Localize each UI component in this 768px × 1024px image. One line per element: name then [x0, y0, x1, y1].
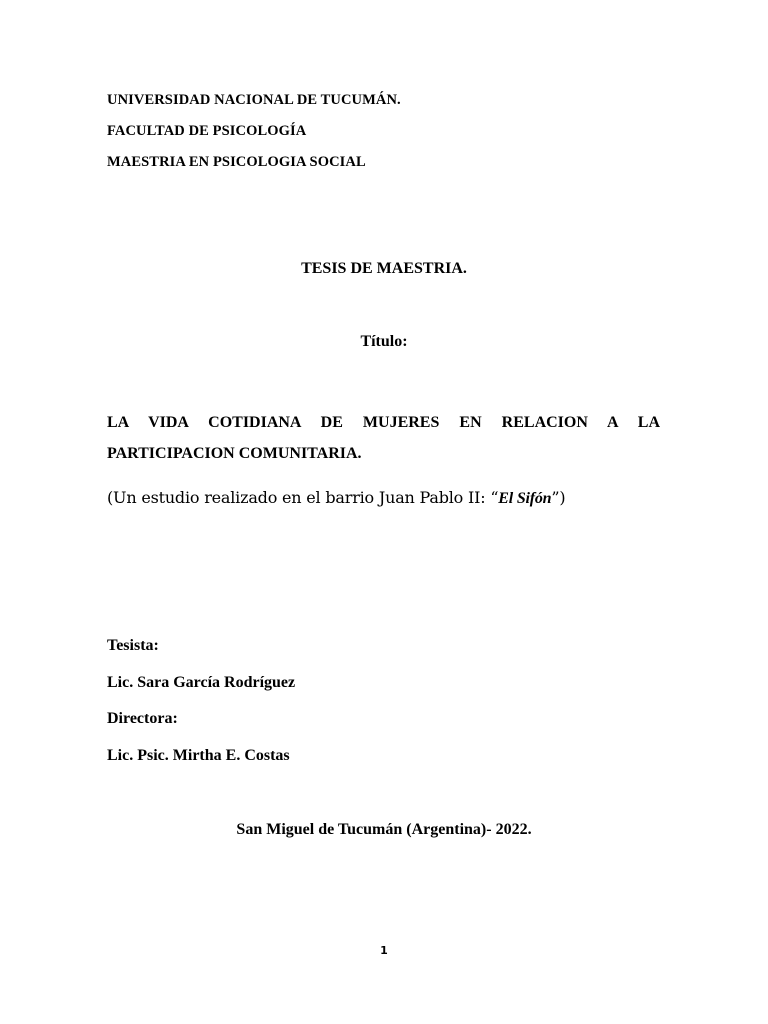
thesis-title-line-2: PARTICIPACION COMUNITARIA. [107, 445, 362, 462]
director-name: Lic. Psic. Mirtha E. Costas [107, 747, 290, 764]
author-label: Tesista: [107, 637, 159, 654]
subtitle-prefix: (Un estudio realizado en el barrio Juan Pablo II: [107, 488, 486, 507]
title-label: Título: [360, 333, 408, 350]
thesis-subtitle [107, 488, 565, 508]
place-date: San Miguel de Tucumán (Argentina)- 2022. [236, 821, 532, 838]
subtitle-open-quote: “ [490, 488, 499, 507]
document-type: TESIS DE MAESTRIA. [301, 260, 467, 277]
program-name: MAESTRIA EN PSICOLOGIA SOCIAL [107, 154, 366, 170]
subtitle-emphasis: El Sifón [498, 490, 552, 507]
author-name: Lic. Sara García Rodríguez [107, 674, 296, 691]
faculty-name: FACULTAD DE PSICOLOGÍA [107, 123, 307, 139]
page-number: 1 [380, 944, 388, 957]
director-label: Directora: [107, 710, 178, 727]
thesis-title-line-1: LA VIDA COTIDIANA DE MUJERES EN RELACION A LA [107, 414, 660, 431]
university-name: UNIVERSIDAD NACIONAL DE TUCUMÁN. [107, 92, 401, 108]
subtitle-close-quote: ”) [551, 488, 566, 507]
